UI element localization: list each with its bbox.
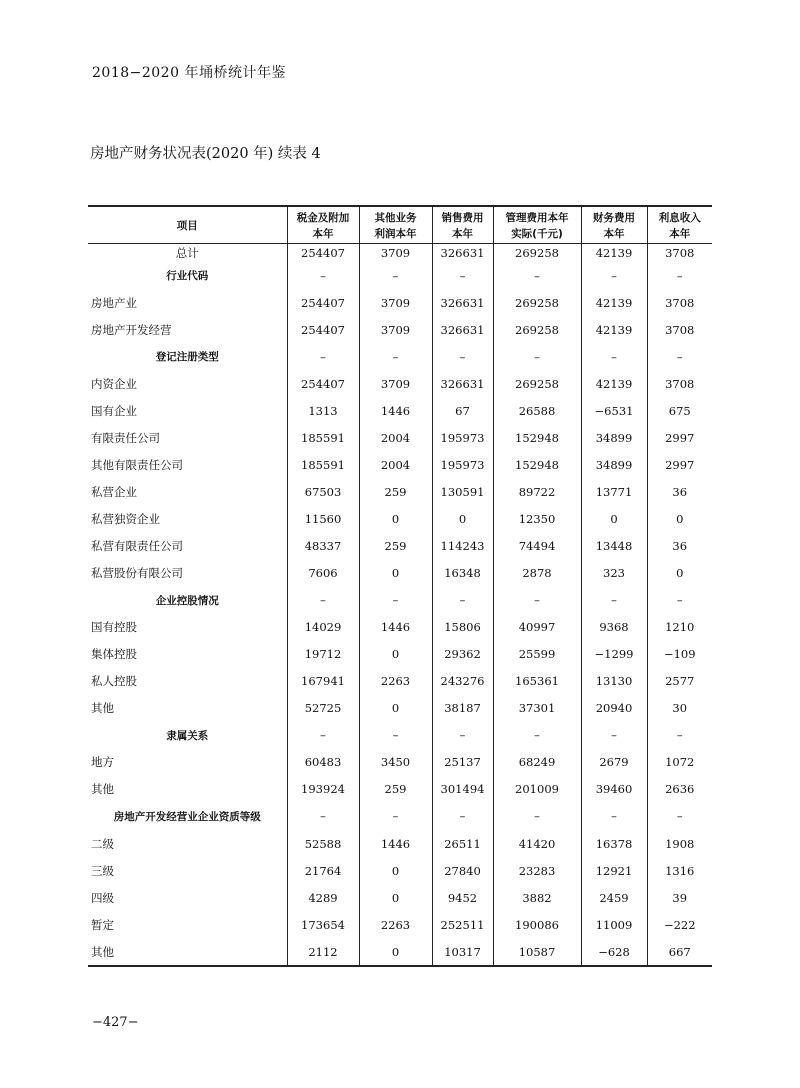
table-cell: – [647, 343, 712, 370]
table-cell: 254407 [287, 289, 359, 316]
table-cell: −222 [647, 911, 712, 938]
page-number: −427− [92, 1015, 139, 1030]
table-cell: −628 [581, 938, 647, 966]
table-cell: 15806 [432, 614, 493, 641]
column-header [432, 206, 493, 244]
table-cell: 0 [432, 505, 493, 532]
table-cell: 3709 [359, 289, 432, 316]
table-cell: – [359, 262, 432, 289]
row-label: 行业代码 [166, 270, 209, 283]
table-cell: 243276 [432, 668, 493, 695]
column-header-line2: 实际(千元) [511, 227, 563, 240]
table-cell: 89722 [493, 478, 581, 505]
row-label: 房地产开发经营业企业资质等级 [113, 810, 261, 823]
table-cell: – [432, 803, 493, 830]
table-cell: 259 [359, 478, 432, 505]
table-cell: 3709 [359, 244, 432, 263]
table-cell: 152948 [493, 451, 581, 478]
row-label: 其他 [91, 701, 114, 716]
table-cell: 301494 [432, 776, 493, 803]
table-cell: 9452 [432, 884, 493, 911]
column-header-line2: 本年 [452, 227, 473, 240]
table-cell: 201009 [493, 776, 581, 803]
section-row [88, 262, 712, 289]
table-cell: 3708 [647, 370, 712, 397]
table-cell: 1446 [359, 397, 432, 424]
column-header-line1: 销售费用 [441, 211, 484, 224]
table-cell: 2004 [359, 451, 432, 478]
column-header-line2: 本年 [312, 227, 334, 240]
table-cell: 323 [581, 560, 647, 587]
table-cell: 0 [359, 938, 432, 966]
table-cell: 42139 [581, 244, 647, 263]
column-header [287, 206, 359, 244]
table-cell: – [359, 587, 432, 614]
header-row [88, 206, 712, 244]
table-cell: −6531 [581, 397, 647, 424]
table-cell: – [287, 722, 359, 749]
table-cell: 1313 [287, 397, 359, 424]
section-row [88, 343, 712, 370]
table-cell: 26588 [493, 397, 581, 424]
table-cell: 10587 [493, 938, 581, 966]
table-cell: – [581, 262, 647, 289]
table-cell: 67503 [287, 478, 359, 505]
table-cell: – [432, 343, 493, 370]
column-header-line1: 其他业务 [374, 211, 417, 224]
table-cell: 42139 [581, 370, 647, 397]
table-cell: – [581, 587, 647, 614]
table-cell: 1210 [647, 614, 712, 641]
table-cell: 185591 [287, 424, 359, 451]
table-row [88, 911, 712, 938]
table-cell: −109 [647, 641, 712, 668]
table-cell: 42139 [581, 289, 647, 316]
table-cell: 259 [359, 776, 432, 803]
table-row [88, 289, 712, 316]
table-cell: 40997 [493, 614, 581, 641]
table-cell: 1316 [647, 857, 712, 884]
table-cell: 2997 [647, 424, 712, 451]
table-cell: 3882 [493, 884, 581, 911]
table-cell: 2263 [359, 911, 432, 938]
table-cell: 1908 [647, 830, 712, 857]
table-cell: – [581, 803, 647, 830]
table-cell: 3708 [647, 244, 712, 263]
table-cell: 0 [581, 505, 647, 532]
table-cell: – [359, 343, 432, 370]
row-label: 私人控股 [91, 674, 137, 689]
table-cell: 4289 [287, 884, 359, 911]
row-label: 四级 [91, 890, 114, 905]
table-row [88, 560, 712, 587]
table-cell: 193924 [287, 776, 359, 803]
row-label: 房地产业 [91, 295, 137, 310]
table-cell: – [493, 722, 581, 749]
column-header-line1: 税金及附加 [296, 211, 350, 224]
table-cell: 259 [359, 532, 432, 559]
column-header-line1: 财务费用 [593, 211, 635, 224]
row-label: 私营有限责任公司 [91, 538, 183, 553]
table-cell: – [493, 262, 581, 289]
table-cell: 2997 [647, 451, 712, 478]
table-row [88, 776, 712, 803]
finance-table-container [88, 205, 712, 967]
table-cell: 3708 [647, 316, 712, 343]
column-header [88, 206, 287, 244]
table-cell: 2679 [581, 749, 647, 776]
column-header-line2: 利润本年 [374, 227, 417, 240]
table-cell: 130591 [432, 478, 493, 505]
table-cell: 326631 [432, 370, 493, 397]
table-cell: – [581, 343, 647, 370]
table-cell: 52725 [287, 695, 359, 722]
row-label: 房地产开发经营 [91, 322, 172, 337]
table-cell: 2878 [493, 560, 581, 587]
table-cell: 269258 [493, 244, 581, 263]
table-cell: – [647, 803, 712, 830]
table-cell: 254407 [287, 244, 359, 263]
table-cell: 12921 [581, 857, 647, 884]
table-row [88, 938, 712, 966]
table-cell: – [287, 343, 359, 370]
table-cell: −1299 [581, 641, 647, 668]
row-label: 登记注册类型 [155, 351, 219, 364]
row-label: 国有控股 [91, 620, 137, 635]
table-row [88, 424, 712, 451]
table-cell: 1446 [359, 830, 432, 857]
table-cell: 19712 [287, 641, 359, 668]
row-label: 有限责任公司 [91, 430, 160, 445]
table-row [88, 370, 712, 397]
table-cell: – [493, 803, 581, 830]
table-cell: 167941 [287, 668, 359, 695]
column-header-line2: 本年 [603, 227, 625, 240]
section-row [88, 722, 712, 749]
column-header [359, 206, 432, 244]
table-cell: 185591 [287, 451, 359, 478]
column-header-line2: 本年 [669, 227, 691, 240]
table-cell: 269258 [493, 289, 581, 316]
row-label: 私营股份有限公司 [91, 566, 183, 581]
table-cell: 36 [647, 478, 712, 505]
table-cell: 326631 [432, 316, 493, 343]
column-header-line1: 管理费用本年 [505, 211, 569, 224]
table-cell: 675 [647, 397, 712, 424]
table-cell: 52588 [287, 830, 359, 857]
row-label: 集体控股 [91, 647, 137, 662]
table-cell: 0 [647, 560, 712, 587]
table-cell: 3450 [359, 749, 432, 776]
table-row [88, 451, 712, 478]
total-row [88, 244, 712, 263]
row-label: 暂定 [91, 917, 114, 932]
table-cell: – [432, 722, 493, 749]
table-cell: 0 [359, 695, 432, 722]
table-cell: 34899 [581, 424, 647, 451]
table-cell: 0 [359, 560, 432, 587]
table-row [88, 641, 712, 668]
table-cell: 68249 [493, 749, 581, 776]
table-cell: 11009 [581, 911, 647, 938]
table-cell: 34899 [581, 451, 647, 478]
table-cell: 11560 [287, 505, 359, 532]
table-cell: – [493, 587, 581, 614]
running-head: 2018−2020 年埇桥统计年鉴 [92, 65, 286, 81]
column-header [647, 206, 712, 244]
table-cell: – [287, 587, 359, 614]
table-cell: 38187 [432, 695, 493, 722]
column-header [493, 206, 581, 244]
table-row [88, 316, 712, 343]
table-cell: 326631 [432, 244, 493, 263]
table-cell: – [581, 722, 647, 749]
table-row [88, 668, 712, 695]
section-row [88, 587, 712, 614]
table-cell: – [359, 722, 432, 749]
table-cell: 254407 [287, 316, 359, 343]
row-label: 其他 [91, 782, 114, 797]
table-cell: 114243 [432, 532, 493, 559]
table-cell: 39 [647, 884, 712, 911]
table-body [88, 244, 712, 967]
row-label: 私营独资企业 [91, 511, 160, 526]
row-label: 内资企业 [91, 376, 137, 391]
table-cell: 1446 [359, 614, 432, 641]
table-cell: 14029 [287, 614, 359, 641]
table-cell: 21764 [287, 857, 359, 884]
table-cell: 195973 [432, 451, 493, 478]
table-cell: 2112 [287, 938, 359, 966]
table-row [88, 532, 712, 559]
column-header [581, 206, 647, 244]
table-cell: 165361 [493, 668, 581, 695]
table-cell: 16378 [581, 830, 647, 857]
table-cell: 23283 [493, 857, 581, 884]
table-cell: 7606 [287, 560, 359, 587]
table-cell: 25599 [493, 641, 581, 668]
row-label: 隶属关系 [166, 729, 209, 742]
table-cell: 667 [647, 938, 712, 966]
table-cell: 25137 [432, 749, 493, 776]
table-cell: 37301 [493, 695, 581, 722]
table-cell: 36 [647, 532, 712, 559]
column-header-line1: 项目 [176, 219, 198, 232]
row-label: 企业控股情况 [155, 594, 219, 607]
table-cell: 12350 [493, 505, 581, 532]
table-cell: 2577 [647, 668, 712, 695]
table-cell: 29362 [432, 641, 493, 668]
table-cell: 3708 [647, 289, 712, 316]
row-label: 二级 [91, 836, 114, 851]
table-cell: – [647, 262, 712, 289]
table-row [88, 478, 712, 505]
row-label: 总计 [175, 246, 199, 260]
row-label: 地方 [91, 755, 114, 770]
table-cell: – [493, 343, 581, 370]
table-cell: 0 [359, 505, 432, 532]
table-cell: – [359, 803, 432, 830]
table-cell: 190086 [493, 911, 581, 938]
table-cell: 2004 [359, 424, 432, 451]
table-row [88, 749, 712, 776]
table-cell: 30 [647, 695, 712, 722]
table-cell: 269258 [493, 316, 581, 343]
table-cell: 48337 [287, 532, 359, 559]
table-cell: 254407 [287, 370, 359, 397]
table-title: 房地产财务状况表(2020 年) 续表 4 [90, 146, 321, 162]
table-row [88, 884, 712, 911]
table-cell: 67 [432, 397, 493, 424]
table-cell: 195973 [432, 424, 493, 451]
table-cell: 0 [359, 857, 432, 884]
real-estate-finance-table [88, 205, 712, 967]
table-cell: – [287, 803, 359, 830]
table-header [88, 206, 712, 244]
table-row [88, 614, 712, 641]
table-cell: 27840 [432, 857, 493, 884]
table-cell: 252511 [432, 911, 493, 938]
table-cell: – [647, 587, 712, 614]
table-cell: 20940 [581, 695, 647, 722]
table-cell: 42139 [581, 316, 647, 343]
table-row [88, 830, 712, 857]
table-cell: 0 [647, 505, 712, 532]
table-cell: 16348 [432, 560, 493, 587]
table-cell: 0 [359, 641, 432, 668]
table-cell: 1072 [647, 749, 712, 776]
table-cell: 2263 [359, 668, 432, 695]
table-row [88, 397, 712, 424]
table-cell: 269258 [493, 370, 581, 397]
table-cell: 152948 [493, 424, 581, 451]
table-row [88, 857, 712, 884]
table-row [88, 695, 712, 722]
table-cell: – [432, 587, 493, 614]
row-label: 其他 [91, 944, 114, 959]
table-cell: 326631 [432, 289, 493, 316]
table-cell: 13771 [581, 478, 647, 505]
row-label: 国有企业 [91, 403, 137, 418]
table-cell: – [287, 262, 359, 289]
table-cell: 0 [359, 884, 432, 911]
table-cell: 2459 [581, 884, 647, 911]
table-cell: 9368 [581, 614, 647, 641]
table-cell: 2636 [647, 776, 712, 803]
table-cell: – [647, 722, 712, 749]
table-cell: 13130 [581, 668, 647, 695]
table-cell: 74494 [493, 532, 581, 559]
table-cell: 10317 [432, 938, 493, 966]
section-row [88, 803, 712, 830]
table-row [88, 505, 712, 532]
column-header-line1: 利息收入 [658, 211, 701, 224]
row-label: 私营企业 [91, 484, 137, 499]
table-cell: 3709 [359, 370, 432, 397]
row-label: 其他有限责任公司 [91, 457, 183, 472]
table-cell: – [432, 262, 493, 289]
table-cell: 60483 [287, 749, 359, 776]
table-cell: 26511 [432, 830, 493, 857]
table-cell: 41420 [493, 830, 581, 857]
table-cell: 39460 [581, 776, 647, 803]
table-cell: 3709 [359, 316, 432, 343]
row-label: 三级 [91, 863, 114, 878]
table-cell: 13448 [581, 532, 647, 559]
table-cell: 173654 [287, 911, 359, 938]
